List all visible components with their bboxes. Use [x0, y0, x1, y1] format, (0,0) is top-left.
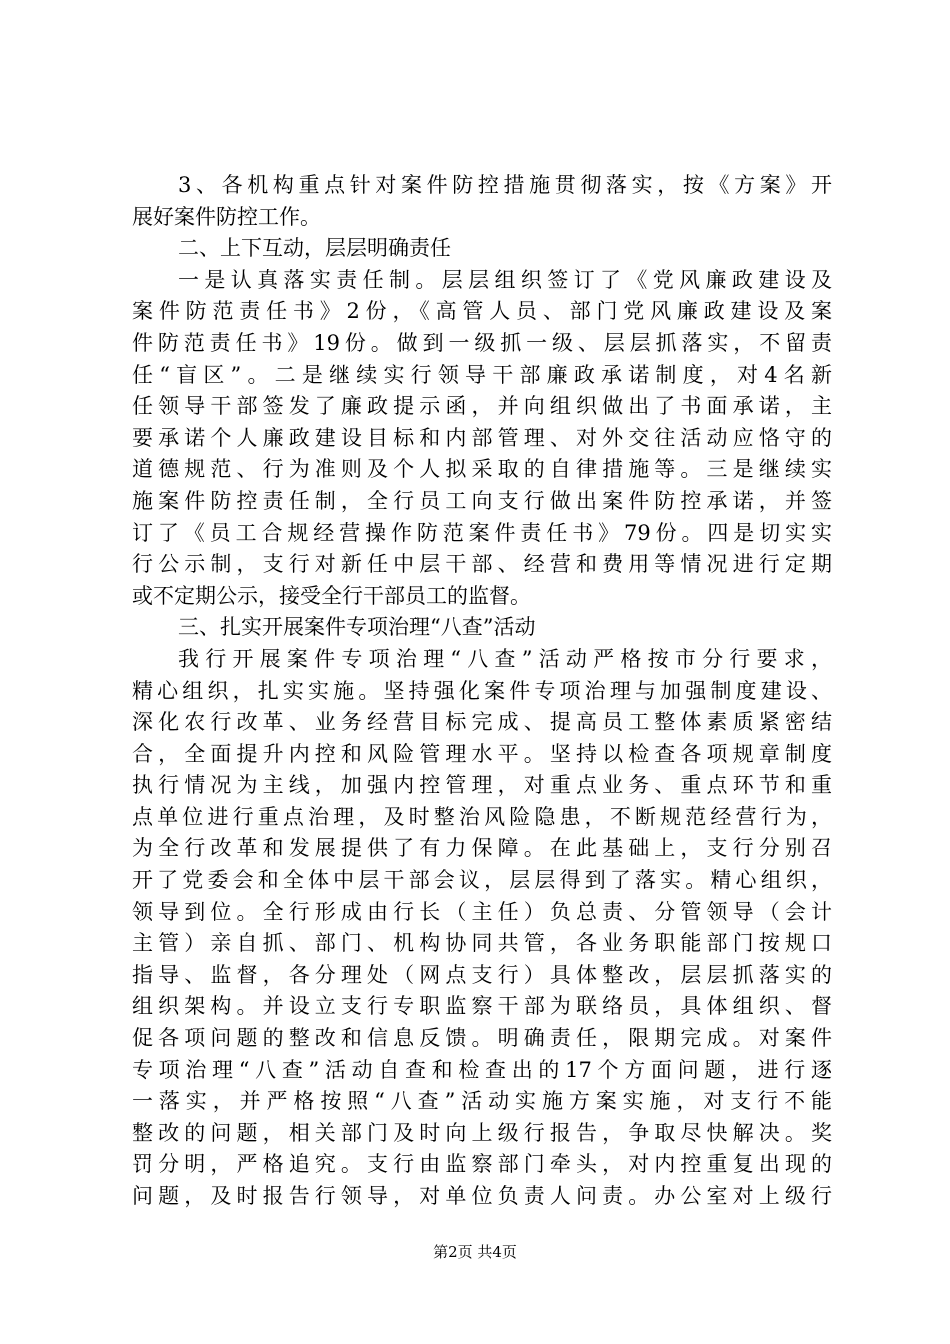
text-line: 件防范责任书》19份。做到一级抓一级、层层抓落实，不留责	[132, 330, 832, 355]
text-line: 道德规范、行为准则及个人拟采取的自律措施等。三是继续实	[132, 457, 832, 482]
text-line: 展好案件防控工作。	[132, 204, 321, 229]
text-line: 领导到位。全行形成由行长（主任）负总责、分管领导（会计	[132, 899, 832, 924]
text-line: 为全行改革和发展提供了有力保障。在此基础上，支行分别召	[132, 836, 832, 861]
text-line: 执行情况为主线，加强内控管理，对重点业务、重点环节和重	[132, 773, 832, 798]
text-line: 订了《员工合规经营操作防范案件责任书》79份。四是切实实	[132, 520, 832, 545]
text-line: 合，全面提升内控和风险管理水平。坚持以检查各项规章制度	[132, 741, 832, 766]
text-line: 任“盲区”。二是继续实行领导干部廉政承诺制度，对4名新	[132, 362, 832, 387]
text-line: 案件防范责任书》2份，《高管人员、部门党风廉政建设及案	[132, 299, 832, 324]
text-line: 三、扎实开展案件专项治理“八查”活动	[178, 615, 536, 640]
text-line: 专项治理“八查”活动自查和检查出的17个方面问题，进行逐	[132, 1057, 832, 1082]
text-line: 开了党委会和全体中层干部会议，层层得到了落实。精心组织，	[132, 868, 832, 893]
text-line: 组织架构。并设立支行专职监察干部为联络员，具体组织、督	[132, 994, 832, 1019]
text-line: 深化农行改革、业务经营目标完成、提高员工整体素质紧密结	[132, 710, 832, 735]
text-line: 指导、监督，各分理处（网点支行）具体整改，层层抓落实的	[132, 962, 832, 987]
text-line: 整改的问题，相关部门及时向上级行报告，争取尽快解决。奖	[132, 1120, 832, 1145]
text-line: 我行开展案件专项治理“八查”活动严格按市分行要求，	[178, 646, 832, 671]
text-line: 一落实，并严格按照“八查”活动实施方案实施，对支行不能	[132, 1089, 832, 1114]
text-line: 施案件防控责任制，全行员工向支行做出案件防控承诺，并签	[132, 488, 832, 513]
text-line: 一是认真落实责任制。层层组织签订了《党风廉政建设及	[178, 267, 832, 292]
document-body	[132, 170, 832, 1213]
text-line: 罚分明，严格追究。支行由监察部门牵头，对内控重复出现的	[132, 1152, 832, 1177]
text-line: 精心组织，扎实实施。坚持强化案件专项治理与加强制度建设、	[132, 678, 832, 703]
text-line: 二、上下互动，层层明确责任	[178, 236, 451, 261]
text-line: 要承诺个人廉政建设目标和内部管理、对外交往活动应恪守的	[132, 425, 832, 450]
text-line: 行公示制，支行对新任中层干部、经营和费用等情况进行定期	[132, 552, 832, 577]
text-line: 或不定期公示，接受全行干部员工的监督。	[132, 583, 531, 608]
text-line: 任领导干部签发了廉政提示函，并向组织做出了书面承诺，主	[132, 394, 832, 419]
text-line: 3、各机构重点针对案件防控措施贯彻落实，按《方案》开	[178, 173, 832, 197]
text-line: 问题，及时报告行领导，对单位负责人问责。办公室对上级行	[132, 1184, 832, 1208]
text-line: 促各项问题的整改和信息反馈。明确责任，限期完成。对案件	[132, 1026, 832, 1051]
text-line: 点单位进行重点治理，及时整治风险隐患，不断规范经营行为，	[132, 804, 832, 829]
page-footer: 第2页 共4页	[433, 1243, 517, 1261]
text-line: 主管）亲自抓、部门、机构协同共管，各业务职能部门按规口	[132, 931, 832, 956]
